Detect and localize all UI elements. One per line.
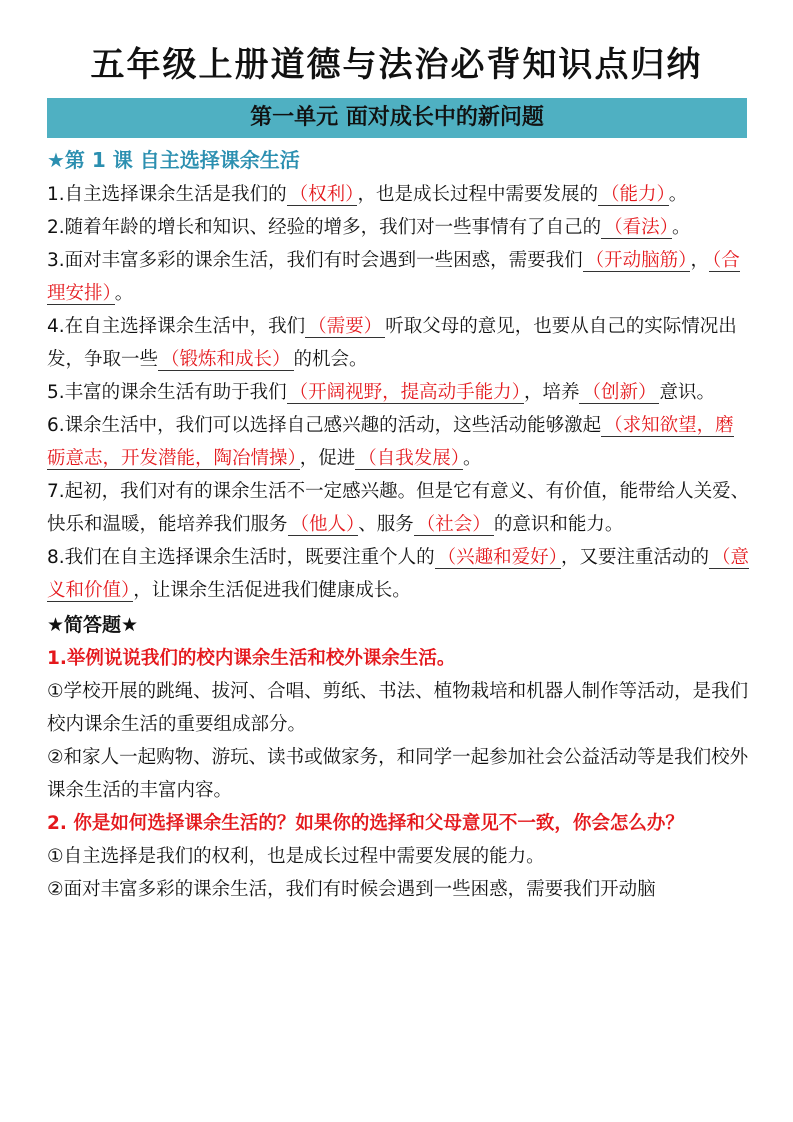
answer-blank: （意义和价值） [47,547,749,601]
list-item: 1.自主选择课余生活是我们的 （权利） ，也是成长过程中需要发展的 （能力） 。 [47,184,688,205]
answer-blank: （需要） [305,316,385,338]
answer-text: ①自主选择是我们的权利，也是成长过程中需要发展的能力。 [47,846,545,867]
lesson-title: ★第 1 课 自主选择课余生活 [47,148,300,172]
answer-blank: （合理安排） [47,250,740,304]
list-item: 4.在自主选择课余生活中，我们 （需要） 听取父母的意见，也要从自己的实际情况出发，争取一些 （锻炼和成长） 的机会。 [47,316,737,370]
question: 2. 你是如何选择课余生活的？如果你的选择和父母意见不一致，你会怎么办？ [47,813,684,834]
answer-text: ②面对丰富多彩的课余生活，我们有时候会遇到一些困惑，需要我们开动脑 [47,879,656,900]
answer-blank: （开动脑筋） [583,250,691,272]
answer-blank: （权利） [287,184,358,206]
list-item: 8.我们在自主选择课余生活时，既要注重个人的 （兴趣和爱好） ，又要注重活动的 （意义和价值） ，让课余生活促进我们健康成长。 [47,547,749,601]
question: 1.举例说说我们的校内课余生活和校外课余生活。 [47,648,456,669]
answer-blank: （看法） [601,217,672,239]
answer-text: ②和家人一起购物、游玩、读书或做家务，和同学一起参加社会公益活动等是我们校外课余生活的丰富内容。 [47,747,749,801]
answer-blank: （求知欲望，磨砺意志，开发潜能，陶冶情操） [47,415,734,469]
answer-blank: （创新） [579,382,659,404]
page-title: 五年级上册道德与法治必背知识点归纳 [90,45,703,85]
answer-blank: （社会） [414,514,494,536]
answer-blank: （能力） [598,184,669,206]
content-body [47,178,752,906]
list-item: 6.课余生活中，我们可以选择自己感兴趣的活动，这些活动能够激起 （求知欲望，磨砺意志，开发潜能，陶冶情操） ，促进 （自我发展） 。 [47,415,734,469]
short-answer-heading: ★简答题★ [47,614,139,636]
list-item: 2.随着年龄的增长和知识、经验的增多，我们对一些事情有了自己的 （看法） 。 [47,217,691,238]
answer-blank: （开阔视野，提高动手能力） [287,382,524,404]
list-item: 5.丰富的课余生活有助于我们 （开阔视野，提高动手能力） ，培养 （创新） 意识。 [47,382,715,403]
list-item: 3.面对丰富多彩的课余生活，我们有时会遇到一些困惑，需要我们 （开动脑筋） ， （合理安排） 。 [47,250,740,304]
answer-blank: （锻炼和成长） [158,349,294,371]
answer-blank: （他人） [288,514,359,536]
list-item: 7.起初，我们对有的课余生活不一定感兴趣。但是它有意义、有价值，能带给人关爱、快乐和温暖，能培养我们服务 （他人） 、服务 （社会） 的意识和能力。 [47,481,750,535]
answer-blank: （兴趣和爱好） [435,547,561,569]
answer-blank: （自我发展） [355,448,463,470]
answer-text: ①学校开展的跳绳、拔河、合唱、剪纸、书法、植物栽培和机器人制作等活动，是我们校内课余生活的重要组成部分。 [47,681,749,735]
unit-banner: 第一单元 面对成长中的新问题 [47,98,747,138]
